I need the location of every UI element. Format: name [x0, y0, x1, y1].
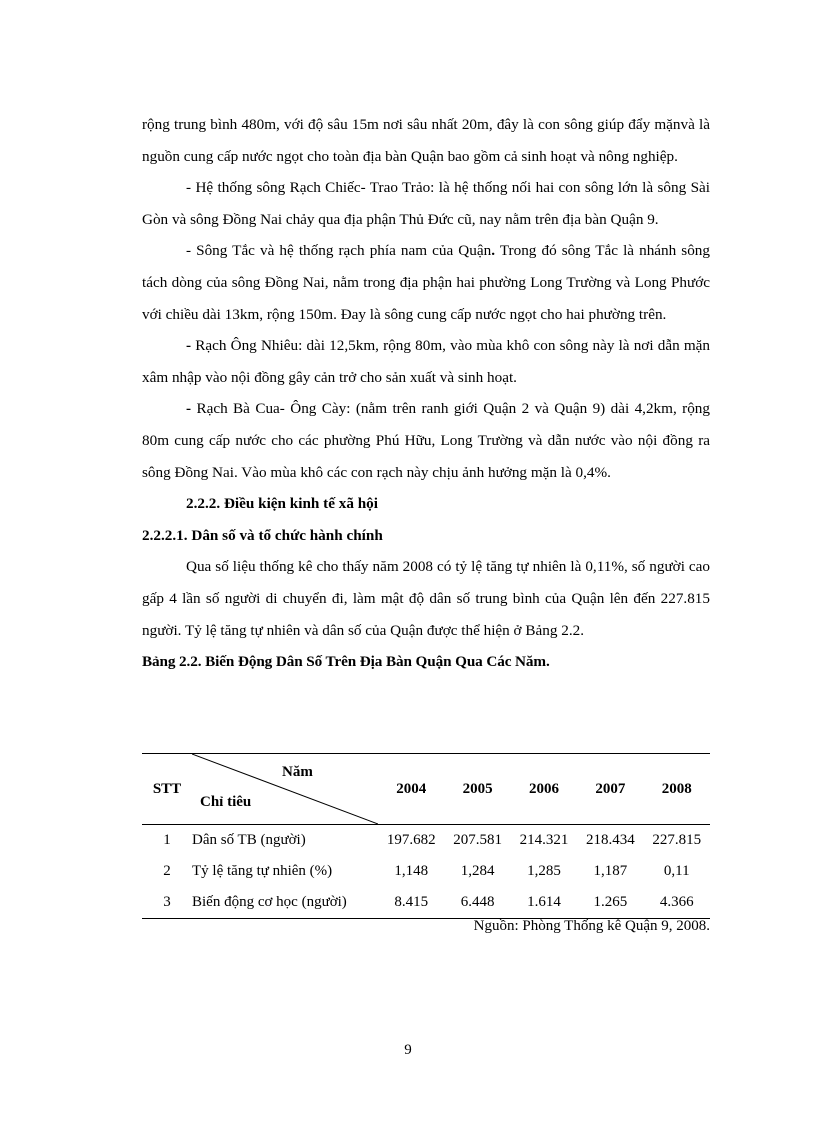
- song-tac-rest: Trong đó sông Tắc là nhánh sông tách dòng của sông Đồng Nai, nằm trong địa phận hai phường Long Trường và Long Phước với chiều dài 13km, rộng 150m. Đay là sông cung cấp nước ngọt cho hai phường trên.: [142, 242, 710, 323]
- ba-cua-dash: -: [186, 400, 192, 418]
- paragraph-ba-cua: [142, 393, 710, 488]
- row-value: 207.581: [453, 832, 502, 848]
- header-indicator-label: Chỉ tiêu: [200, 794, 252, 810]
- row-value: 6.448: [444, 887, 510, 919]
- row-label: Tỷ lệ tăng tự nhiên (%): [192, 863, 333, 879]
- diagonal-header: [192, 754, 378, 824]
- ba-cua-rest: Rạch Bà Cua- Ông Cày: (nằm trên ranh giới Quận 2 và Quận 9) dài 4,2km, rộng 80m cung cấp nước cho các phường Phú Hữu, Long Trường và dẫn nước vào nội đồng ra sông Đồng Nai. Vào mùa khô các con rạch này chịu ảnh hưởng mặn là 0,4%.: [142, 400, 710, 481]
- row-label: Biến động cơ học (người): [192, 887, 378, 919]
- row-value: 1,284: [460, 863, 495, 879]
- paragraph-ong-nhieu: [142, 330, 710, 393]
- row-stt: 1: [163, 832, 171, 848]
- ong-nhieu-dash: -: [186, 337, 192, 355]
- paragraph-dan-so: Qua số liệu thống kê cho thấy năm 2008 có tỷ lệ tăng tự nhiên là 0,11%, số người cao gấp 4 lần số người di chuyển đi, làm mật độ dân số trung bình của Quận lên đến 227.815 người. Tỷ lệ tăng tự nhiên và dân số của Quận được thể hiện ở Bảng 2.2.: [142, 558, 710, 639]
- row-value: 0,11: [663, 863, 690, 879]
- row-label: Dân số TB (người): [192, 832, 306, 848]
- table-row: [142, 825, 710, 857]
- row-value: 214.321: [519, 832, 569, 848]
- header-year-2007: 2007: [577, 754, 643, 825]
- header-year-2005: 2005: [444, 754, 510, 825]
- row-value: 1.265: [577, 887, 643, 919]
- body-text: [142, 109, 710, 678]
- row-value: 8.415: [378, 887, 444, 919]
- header-year-2006: 2006: [511, 754, 577, 825]
- header-year-label: Năm: [282, 764, 313, 780]
- row-value: 197.682: [386, 832, 436, 848]
- row-value: 1,285: [527, 863, 561, 879]
- table-caption: Bảng 2.2. Biến Động Dân Số Trên Địa Bàn Quận Qua Các Năm.: [142, 653, 550, 671]
- heading-2-2-2: 2.2.2. Điều kiện kinh tế xã hội: [186, 495, 378, 513]
- row-value: 218.434: [585, 832, 635, 848]
- table-header-row: [142, 754, 710, 825]
- header-diagonal-cell: [192, 754, 378, 825]
- song-tac-lead: - Sông Tắc và hệ thống rạch phía nam của Quận: [186, 242, 492, 260]
- row-stt: 3: [142, 887, 192, 919]
- row-stt: 2: [163, 863, 171, 879]
- row-value: 1,148: [394, 863, 429, 879]
- paragraph-1: rộng trung bình 480m, với độ sâu 15m nơi sâu nhất 20m, đây là con sông giúp đẩy mặnvà là nguồn cung cấp nước ngọt cho toàn địa bàn Quận bao gồm cả sinh hoạt và nông nghiệp.: [142, 116, 710, 165]
- ong-nhieu-rest: Rạch Ông Nhiêu: dài 12,5km, rộng 80m, vào mùa khô con sông này là nơi dẫn mặn xâm nhập vào nội đồng gây cản trở cho sản xuất và sinh hoạt.: [142, 337, 710, 386]
- page-number: 9: [404, 1042, 412, 1058]
- row-value: 4.366: [644, 887, 710, 919]
- paragraph-song-tac: [142, 235, 710, 330]
- row-value: 1.614: [511, 887, 577, 919]
- row-value: 1,187: [593, 863, 628, 879]
- heading-2-2-2-1: 2.2.2.1. Dân số và tổ chức hành chính: [142, 526, 383, 544]
- population-table: [142, 753, 710, 919]
- header-stt: STT: [142, 754, 192, 825]
- header-year-2008: 2008: [644, 754, 710, 825]
- table-source: Nguồn: Phòng Thống kê Quận 9, 2008.: [473, 918, 710, 934]
- paragraph-rach-chiec: - Hệ thống sông Rạch Chiếc- Trao Trảo: là hệ thống nối hai con sông lớn là sông Sài Gòn và sông Đồng Nai chảy qua địa phận Thủ Đức cũ, nay nằm trên địa bàn Quận 9.: [142, 179, 710, 228]
- song-tac-dot: .: [491, 242, 496, 260]
- row-value: 227.815: [652, 832, 702, 848]
- table-row: [142, 887, 710, 919]
- table-row: [142, 856, 710, 887]
- header-year-2004: 2004: [378, 754, 444, 825]
